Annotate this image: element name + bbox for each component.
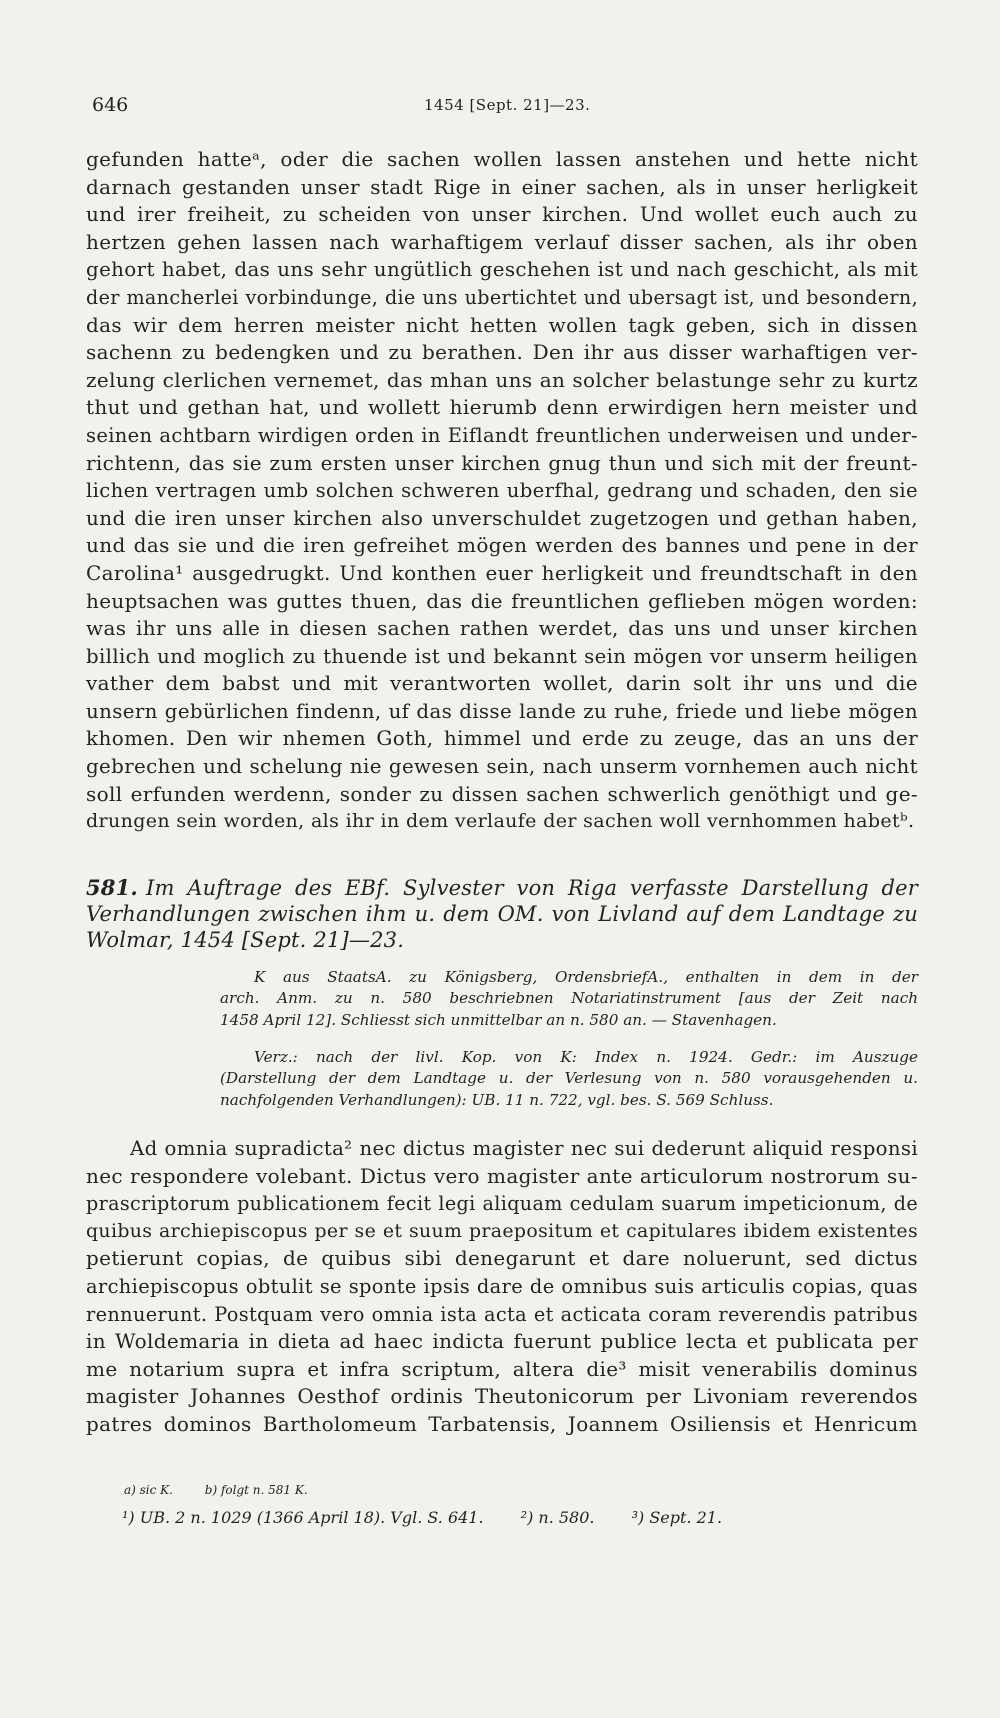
letter-line: richtenn, das sie zum ersten unser kirchen gnug thun und sich mit der freunt- [86,450,918,475]
numbered-footnotes [122,1508,754,1527]
heading-line: Wolmar, 1454 [Sept. 21]—23. [86,928,405,952]
letter-line: und irer freiheit, zu scheiden von unser kirchen. Und wollet euch auch zu [86,202,918,227]
letter-line: sachenn zu bedengken und zu berathen. Den ihr aus disser warhaftigen ver- [86,340,918,365]
source-note-line: arch. Anm. zu n. 580 beschriebnen Notariatinstrument [aus der Zeit nach [220,989,918,1008]
latin-line: patres dominos Bartholomeum Tarbatensis, Joannem Osiliensis et Henricum [86,1411,918,1436]
source-note-line: K aus StaatsA. zu Königsberg, OrdensbriefA., enthalten in dem in der [254,968,918,986]
letter-text-block [86,146,918,836]
letter-line: was ihr uns alle in diesen sachen rathen werdet, das uns und unser kirchen [86,616,918,641]
header-date-range: 1454 [Sept. 21]—23. [424,96,591,114]
latin-line: me notarium supra et infra scriptum, altera die³ misit venerabilis dominus [86,1356,918,1381]
letter-line: zelung clerlichen vernemet, das mhan uns an solcher belastunge sehr zu kurtz [86,367,918,392]
letter-line: heuptsachen was guttes thuen, das die freuntlichen geflieben mögen worden: [86,588,918,613]
heading-line: Verhandlungen zwischen ihm u. dem OM. von Livland auf dem Landtage zu [86,902,918,926]
letter-line: gebrechen und schelung nie gewesen sein, nach unserm vornhemen auch nicht [86,755,918,779]
footnote-b: b) folgt n. 581 K. [204,1483,308,1497]
letter-line: und das sie und die iren gefreihet mögen werden des bannes und pene in der [86,533,918,558]
letter-line: hertzen gehen lassen nach warhaftigem verlauf disser sachen, als ihr oben [86,229,918,254]
latin-line: quibus archiepiscopus per se et suum praepositum et capitulares ibidem existentes [86,1219,918,1242]
source-note [220,967,918,1031]
letter-line: Carolina¹ ausgedrugkt. Und konthen euer herligkeit und freundtschaft in den [86,560,918,585]
letter-line: thut und gethan hat, und wollett hierumb denn erwirdigen hern meister und [86,395,918,420]
latin-line: Ad omnia supradicta² nec dictus magister nec sui dederunt aliquid responsi [130,1137,918,1160]
page-number: 646 [92,94,129,116]
latin-line: rennuerunt. Postquam vero omnia ista acta et acticata coram reverendis patribus [86,1302,918,1326]
reference-note-line: Verz.: nach der livl. Kop. von K: Index n. 1924. Gedr.: im Auszuge [254,1048,918,1066]
letter-line: das wir dem herren meister nicht hetten wollen tagk geben, sich in dissen [86,312,918,337]
latin-line: petierunt copias, de quibus sibi denegarunt et dare noluerunt, sed dictus [86,1246,918,1271]
document-heading [86,875,918,953]
latin-text-block [86,1135,918,1439]
letter-line: darnach gestanden unser stadt Rige in einer sachen, als in unser herligkeit [86,174,918,199]
footnote-2: ²) n. 580. [520,1508,595,1527]
reference-note-line: (Darstellung der dem Landtage u. der Verlesung von n. 580 vorausgehenden u. [220,1069,918,1088]
letter-line: drungen sein worden, als ihr in dem verlaufe der sachen woll vernhommen habetᵇ. [86,810,915,833]
heading-line: Im Auftrage des EBf. Sylvester von Riga verfasste Darstellung der [145,876,918,900]
letter-line: khomen. Den wir nhemen Goth, himmel und erde zu zeuge, das an uns der [86,726,918,751]
letter-line: der mancherlei vorbindunge, die uns ubertichtet und ubersagt ist, und besondern, [86,285,918,309]
letter-line: seinen achtbarn wirdigen orden in Eiflandt freuntlichen underweisen und under- [86,423,918,447]
document-number: 581. [86,875,138,900]
footnote-3: ³) Sept. 21. [631,1508,723,1527]
letter-line: unsern gebürlichen findenn, uf das disse lande zu ruhe, friede und liebe mögen [86,699,918,723]
running-header [92,94,922,118]
letter-line: vather dem babst und mit verantworten wollet, darin solt ihr uns und die [86,671,918,696]
textual-footnotes [124,1483,336,1497]
letter-line: billich und moglich zu thuende ist und bekannt sein mögen vor unserm heiligen [86,644,918,668]
letter-line: soll erfunden werdenn, sonder zu dissen sachen schwerlich genöthigt und ge- [86,781,918,806]
latin-line: magister Johannes Oesthof ordinis Theutonicorum per Livoniam reverendos [86,1384,918,1409]
latin-line: in Woldemaria in dieta ad haec indicta fuerunt publice lecta et publicata per [86,1329,918,1354]
letter-line: lichen vertragen umb solchen schweren uberfhal, gedrang und schaden, den sie [86,479,918,503]
letter-line: und die iren unser kirchen also unverschuldet zugetzogen und gethan haben, [86,505,918,530]
latin-line: nec respondere volebant. Dictus vero magister ante articulorum nostrorum su- [86,1163,918,1188]
letter-line: gefunden hatteᵃ, oder die sachen wollen lassen anstehen und hette nicht [86,147,918,171]
footnote-1: ¹) UB. 2 n. 1029 (1366 April 18). Vgl. S. 641. [122,1508,484,1527]
reference-note [220,1047,918,1111]
latin-line: archiepiscopus obtulit se sponte ipsis dare de omnibus suis articulis copias, quas [86,1274,918,1298]
source-note-line: 1458 April 12]. Schliesst sich unmittelbar an n. 580 an. — Stavenhagen. [220,1010,777,1029]
letter-line: gehort habet, das uns sehr ungütlich geschehen ist und nach geschicht, als mit [86,258,918,282]
footnote-a: a) sic K. [124,1483,173,1497]
latin-line: prascriptorum publicationem fecit legi aliquam cedulam suarum impeticionum, de [86,1192,918,1216]
reference-note-line: nachfolgenden Verhandlungen): UB. 11 n. 722, vgl. bes. S. 569 Schluss. [220,1090,774,1109]
